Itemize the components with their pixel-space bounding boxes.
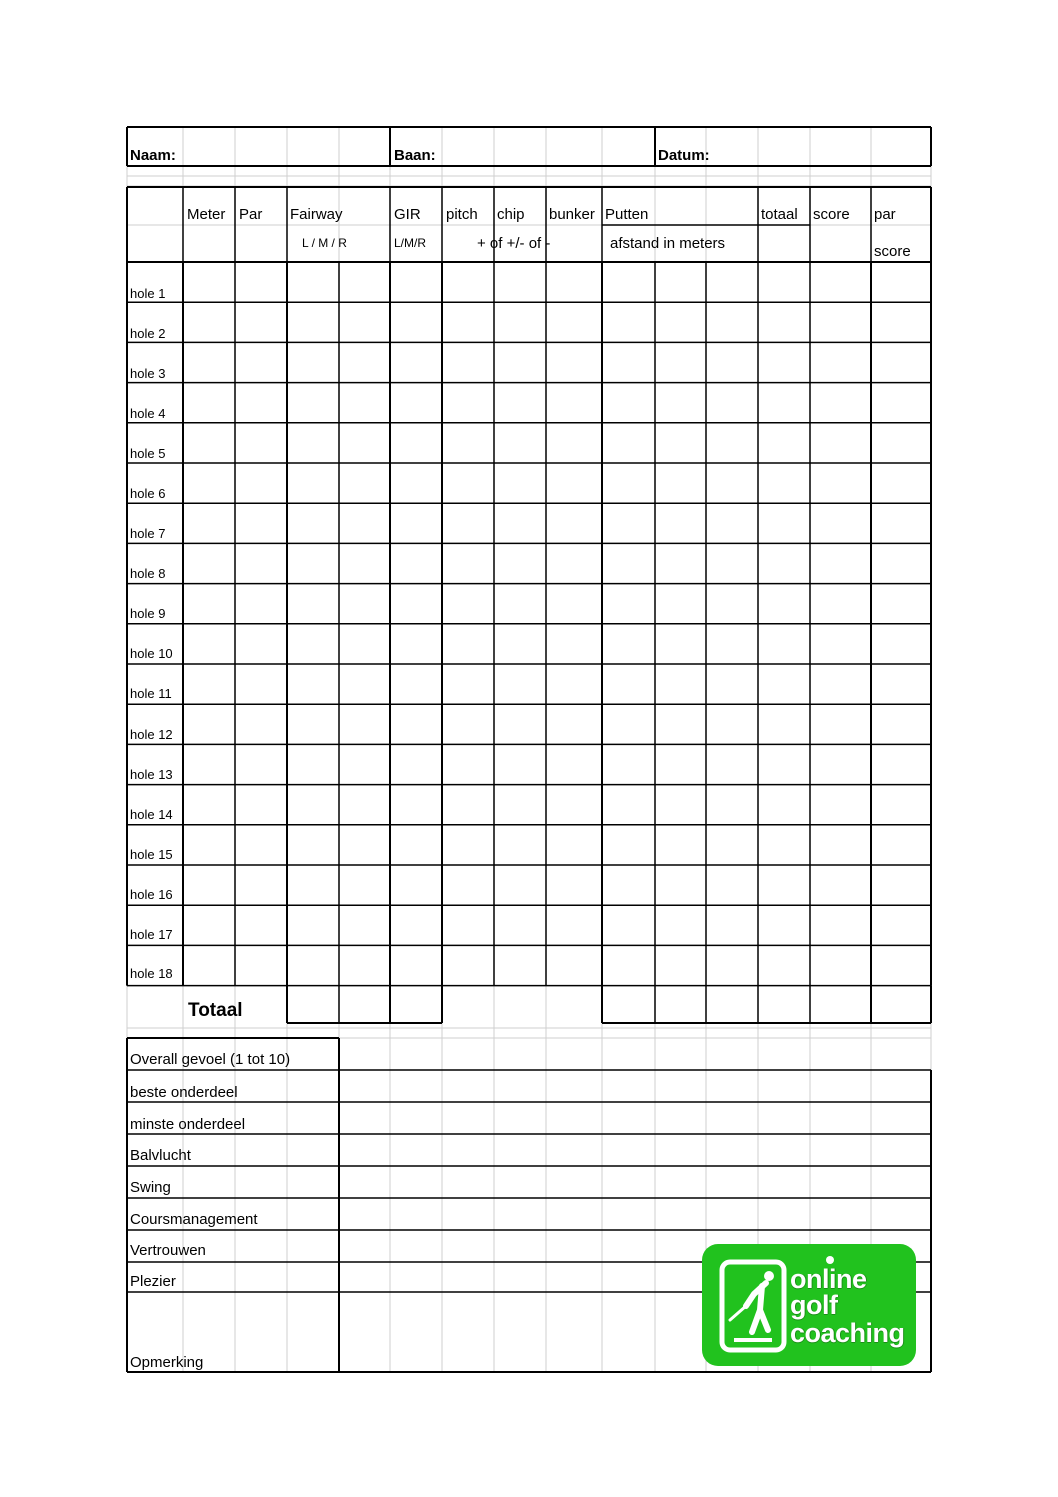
- hole-label-16: hole 16: [130, 887, 173, 902]
- hole-label-8: hole 8: [130, 566, 166, 581]
- baan-label: Baan:: [394, 147, 436, 164]
- eval-vertrouwen: Vertrouwen: [130, 1242, 206, 1259]
- logo-dot-icon: [826, 1256, 834, 1264]
- hole-label-17: hole 17: [130, 927, 173, 942]
- col-bunker: bunker: [549, 206, 595, 223]
- col-par: Par: [239, 206, 263, 223]
- hole-label-7: hole 7: [130, 526, 166, 541]
- eval-plezier: Plezier: [130, 1273, 176, 1290]
- col-pitch: pitch: [446, 206, 478, 223]
- naam-label: Naam:: [130, 147, 176, 164]
- hole-label-15: hole 15: [130, 847, 173, 862]
- hole-label-10: hole 10: [130, 646, 173, 661]
- eval-beste: beste onderdeel: [130, 1084, 238, 1101]
- golfer-phone-icon: [716, 1258, 790, 1354]
- datum-label: Datum:: [658, 147, 710, 164]
- col-par-score-2: score: [874, 243, 911, 260]
- total-label: Totaal: [188, 1000, 243, 1021]
- hole-label-11: hole 11: [130, 686, 172, 701]
- hole-label-18: hole 18: [130, 966, 173, 981]
- hole-label-4: hole 4: [130, 406, 166, 421]
- col-par-score-1: par: [874, 206, 896, 223]
- eval-overall: Overall gevoel (1 tot 10): [130, 1051, 291, 1068]
- hole-label-5: hole 5: [130, 446, 166, 461]
- eval-coursmanagement: Coursmanagement: [130, 1211, 258, 1228]
- hole-label-1: hole 1: [130, 286, 166, 301]
- eval-balvlucht: Balvlucht: [130, 1147, 191, 1164]
- hole-label-3: hole 3: [130, 366, 166, 381]
- col-meter: Meter: [187, 206, 226, 223]
- hole-label-9: hole 9: [130, 606, 166, 621]
- logo-line-3: coaching: [790, 1318, 905, 1348]
- eval-swing: Swing: [130, 1179, 171, 1196]
- eval-opmerking: Opmerking: [130, 1354, 204, 1371]
- col-score: score: [813, 206, 850, 223]
- col-gir-sub: L/M/R: [394, 236, 427, 250]
- logo-line-2: golf: [790, 1290, 838, 1320]
- hole-label-14: hole 14: [130, 807, 173, 822]
- col-totaal: totaal: [761, 206, 798, 223]
- online-golf-coaching-logo: [702, 1244, 916, 1366]
- hole-label-2: hole 2: [130, 326, 166, 341]
- hole-label-12: hole 12: [130, 727, 173, 742]
- eval-minste: minste onderdeel: [130, 1116, 246, 1133]
- col-fairway-sub: L / M / R: [302, 236, 347, 250]
- col-fairway: Fairway: [290, 206, 343, 223]
- col-short-sub: + of +/- of -: [477, 235, 551, 252]
- col-chip: chip: [497, 206, 525, 223]
- hole-label-6: hole 6: [130, 486, 166, 501]
- logo-line-1: online: [790, 1264, 867, 1294]
- col-putten: Putten: [605, 206, 649, 223]
- hole-label-13: hole 13: [130, 767, 173, 782]
- col-putten-sub: afstand in meters: [610, 235, 726, 252]
- col-gir: GIR: [394, 206, 421, 223]
